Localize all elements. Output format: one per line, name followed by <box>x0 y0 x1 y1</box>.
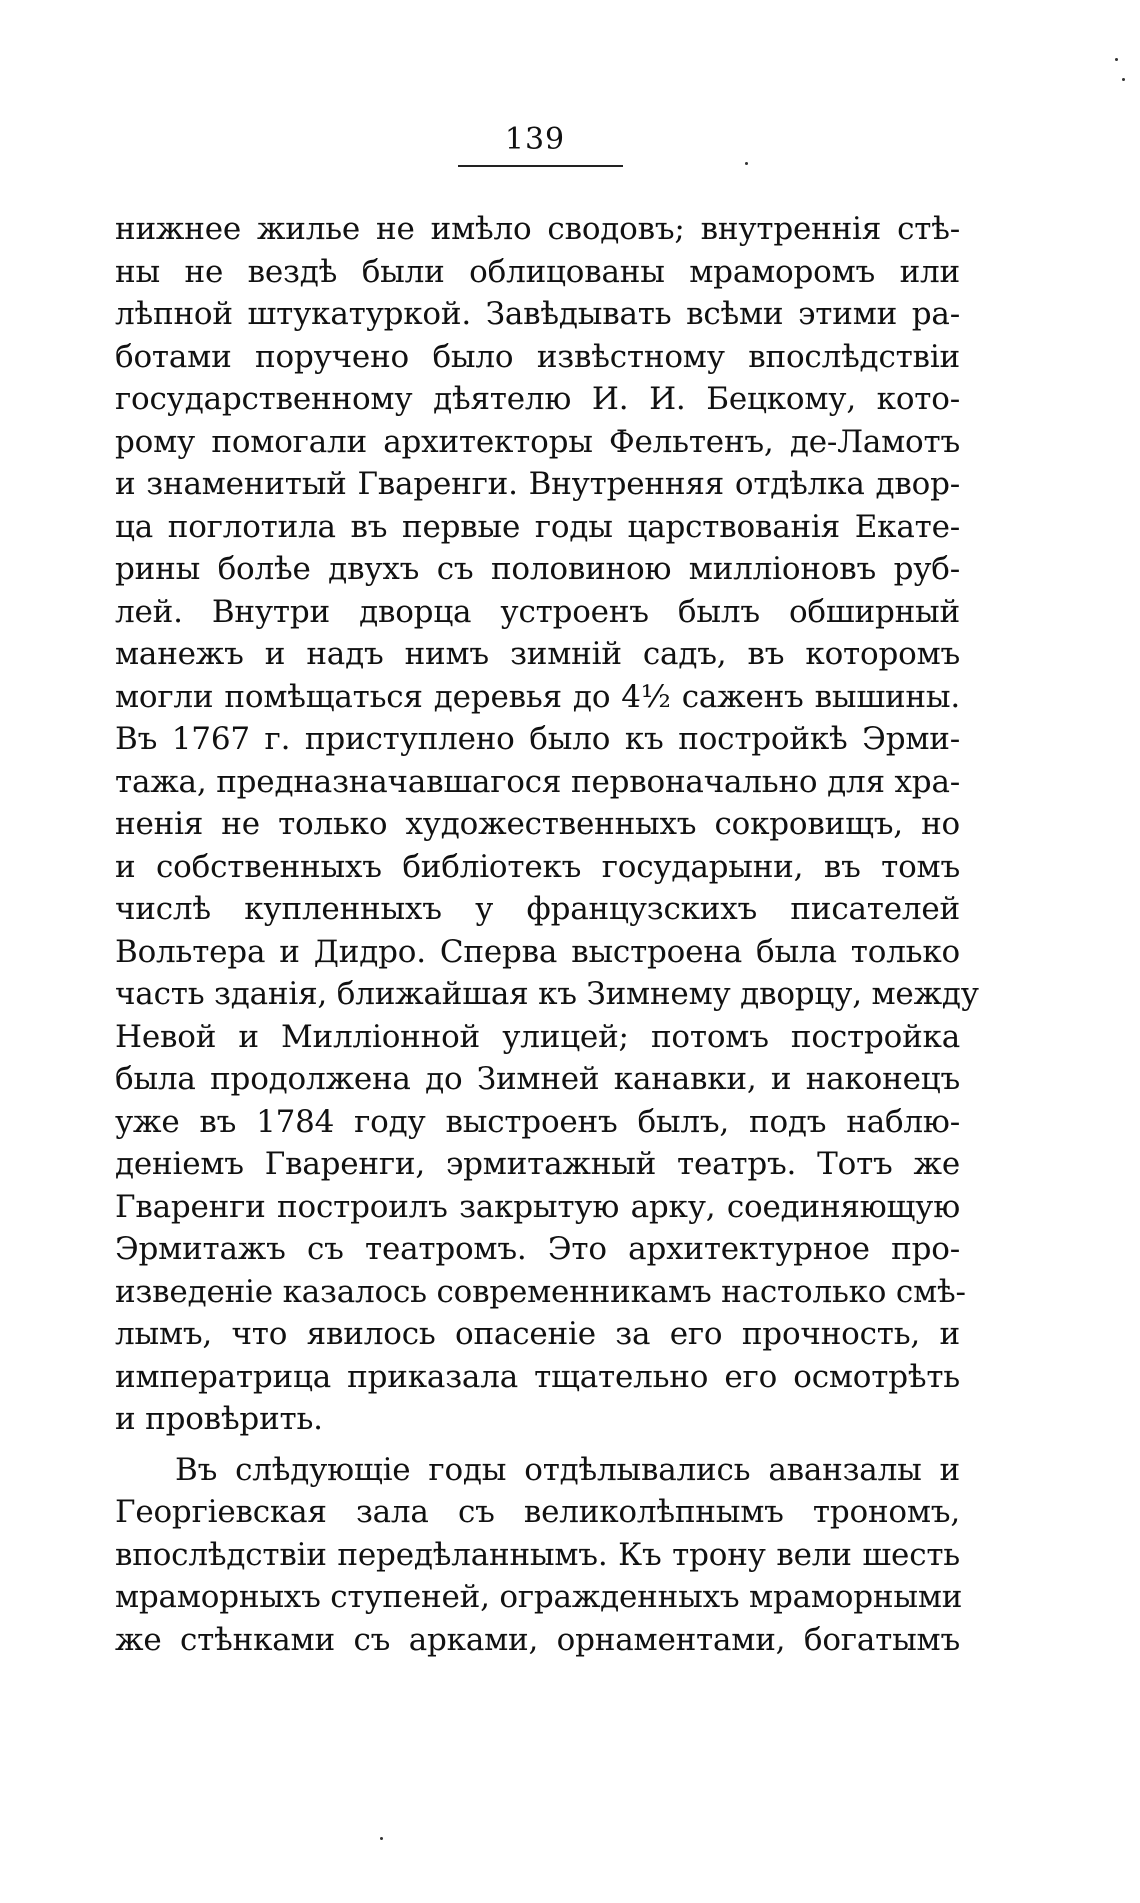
paper-speck <box>745 162 748 165</box>
text-line: рому помогали архитекторы Фельтенъ, де-Ламотъ <box>115 423 960 460</box>
page-number: 139 <box>504 122 566 157</box>
text-line: ны не вездѣ были облицованы мраморомъ или <box>115 253 960 290</box>
text-line: Въ слѣдующіе годы отдѣлывались аванзалы и <box>175 1451 960 1488</box>
text-line: лей. Внутри дворца устроенъ былъ обширный <box>115 593 960 630</box>
text-line: ботами поручено было извѣстному впослѣдствіи <box>115 338 960 375</box>
text-line: и собственныхъ библіотекъ государыни, въ томъ <box>115 848 960 885</box>
text-line: тажа, предназначавшагося первоначально для хра- <box>115 763 960 800</box>
paragraph-1 <box>115 208 979 1441</box>
body-text <box>115 208 979 1661</box>
text-line: Георгіевская зала съ великолѣпнымъ трономъ, <box>115 1494 960 1530</box>
text-line: лымъ, что явилось опасеніе за его прочность, и <box>115 1316 960 1352</box>
text-line: рины болѣе двухъ съ половиною милліоновъ руб- <box>115 551 960 587</box>
text-line: Въ 1767 г. приступлено было къ постройкѣ Эрми- <box>115 721 960 757</box>
paper-speck <box>1122 78 1125 81</box>
paper-speck <box>1115 58 1118 61</box>
text-line: же стѣнками съ арками, орнаментами, богатымъ <box>115 1621 960 1658</box>
page-number-rule <box>458 165 623 167</box>
paragraph-2 <box>115 1449 963 1662</box>
text-line: государственному дѣятелю И. И. Бецкому, кото- <box>115 381 960 417</box>
paper-speck <box>380 1837 383 1840</box>
text-line: впослѣдствіи передѣланнымъ. Къ трону вели шесть <box>115 1536 960 1573</box>
text-line: ца поглотила въ первые годы царствованія Екате- <box>115 508 960 545</box>
text-line: изведеніе казалось современникамъ настолько смѣ- <box>115 1273 966 1310</box>
text-line: была продолжена до Зимней канавки, и наконецъ <box>115 1061 960 1097</box>
text-line: часть зданія, ближайшая къ Зимнему дворцу, между <box>115 976 979 1012</box>
text-line: императрица приказала тщательно его осмотрѣть <box>115 1358 960 1395</box>
text-line: лѣпной штукатуркой. Завѣдывать всѣми этими ра- <box>115 296 960 332</box>
text-line: деніемъ Гваренги, эрмитажный театръ. Тотъ же <box>115 1146 960 1182</box>
paragraph-gap <box>115 1441 960 1449</box>
text-line: и провѣрить. <box>115 1401 323 1437</box>
text-line: ненія не только художественныхъ сокровищъ, но <box>115 806 960 842</box>
text-line: Невой и Милліонной улицей; потомъ постройка <box>115 1018 960 1055</box>
text-line: нижнее жилье не имѣло сводовъ; внутреннія стѣ- <box>115 211 960 247</box>
text-line: и знаменитый Гваренги. Внутренняя отдѣлка двор- <box>115 466 960 502</box>
text-line: Вольтера и Дидро. Сперва выстроена была только <box>115 933 960 970</box>
text-line: Эрмитажъ съ театромъ. Это архитектурное про- <box>115 1231 960 1267</box>
text-line: могли помѣщаться деревья до 4½ саженъ вышины. <box>115 678 960 715</box>
text-line: числѣ купленныхъ у французскихъ писателей <box>115 891 960 927</box>
text-line: мраморныхъ ступеней, огражденныхъ мраморными <box>115 1579 963 1615</box>
text-line: манежъ и надъ нимъ зимній садъ, въ которомъ <box>115 636 960 672</box>
text-line: уже въ 1784 году выстроенъ былъ, подъ наблю- <box>115 1103 960 1140</box>
text-line: Гваренги построилъ закрытую арку, соединяющую <box>115 1188 960 1225</box>
